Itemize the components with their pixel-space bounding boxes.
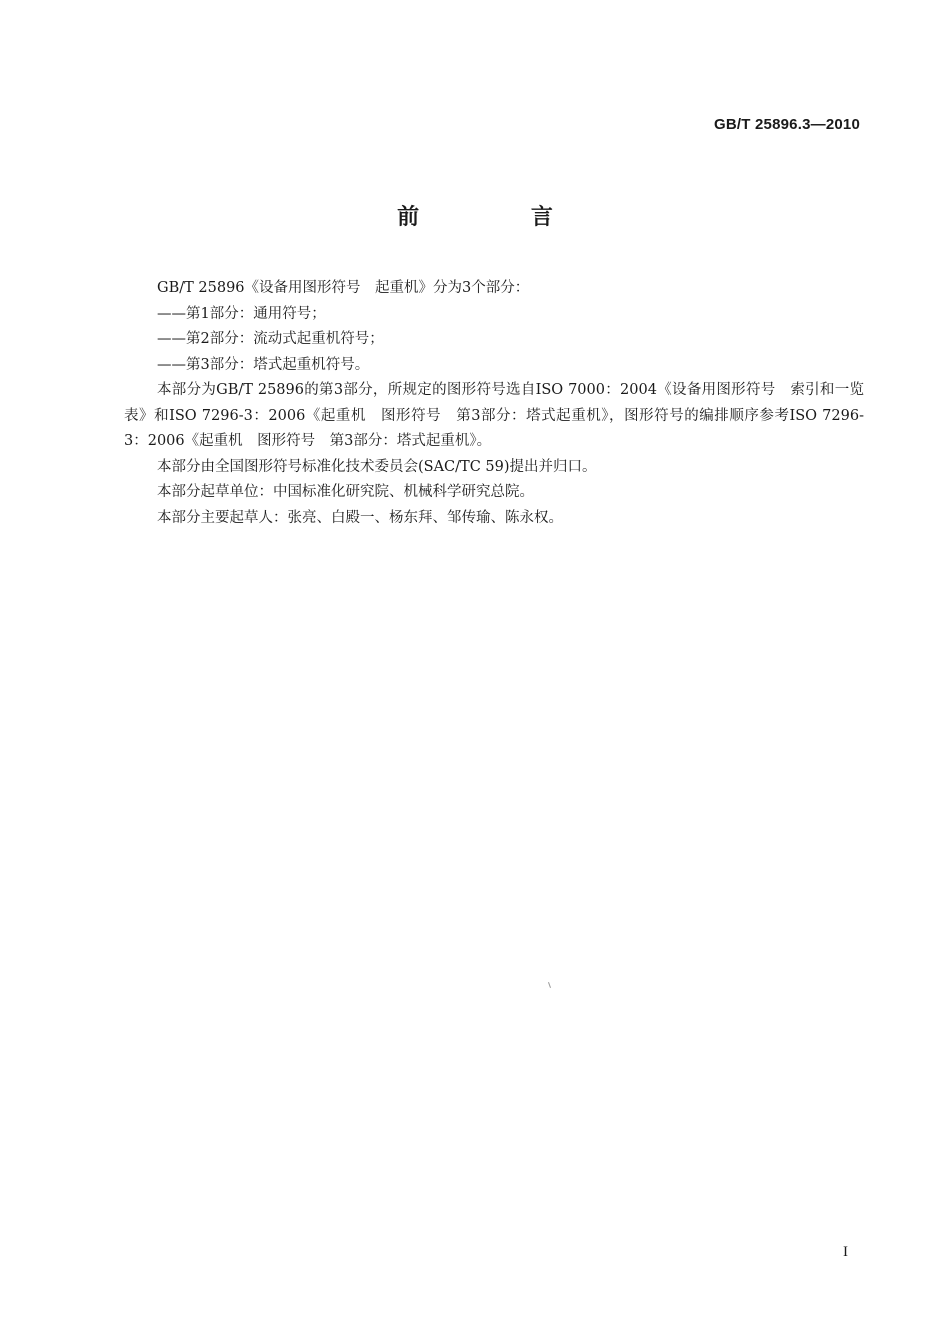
scan-speck (548, 982, 551, 988)
paragraph-drafters: 本部分主要起草人：张亮、白殿一、杨东拜、邹传瑜、陈永权。 (157, 509, 563, 526)
list-item-part-1: ——第1部分：通用符号； (157, 305, 326, 322)
standard-number: GB/T 25896.3—2010 (714, 116, 860, 133)
paragraph-intro: GB/T 25896《设备用图形符号 起重机》分为3个部分： (157, 280, 530, 296)
list-item-part-3: ——第3部分：塔式起重机符号。 (157, 356, 370, 373)
paragraph-drafting-units: 本部分起草单位：中国标准化研究院、机械科学研究总院。 (157, 484, 534, 500)
page-number: I (843, 1244, 848, 1260)
page-title: 前 言 (397, 205, 605, 230)
paragraph-scope: 本部分为GB/T 25896的第3部分，所规定的图形符号选自ISO 7000：2004《设备用图形符号 索引和一览表》和ISO 7296-3：2006《起重机 图形符号 第3部分：塔式起重机》，图形符号的编排顺序参考ISO 7296-3：2006《起重机 图形符号 第3部分：塔式起重机》。 (124, 382, 864, 449)
paragraph-proposer: 本部分由全国图形符号标准化技术委员会(SAC/TC 59)提出并归口。 (157, 458, 597, 475)
foreword-body (124, 276, 864, 531)
list-item-part-2: ——第2部分：流动式起重机符号； (157, 331, 384, 347)
